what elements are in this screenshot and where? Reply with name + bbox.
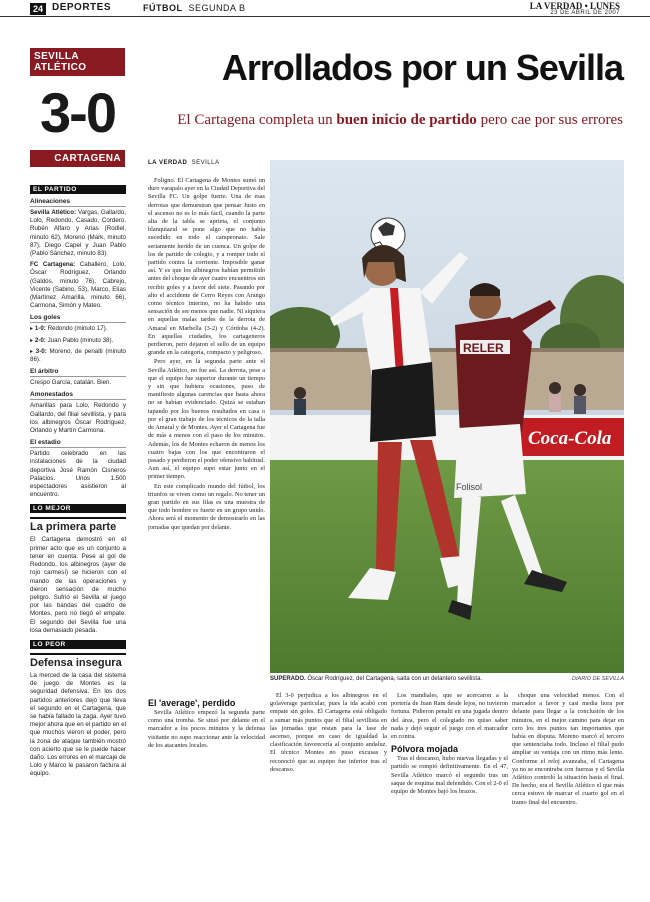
page-number: 24 [30, 3, 46, 15]
caption-text: Óscar Rodríguez, del Cartagena, salta con un delantero sevillista. [305, 676, 483, 682]
estadio-title: El estadio [30, 439, 126, 448]
match-photo [270, 160, 624, 673]
article-column-3 [391, 692, 508, 897]
paragraph: Pero ayer, en la segunda parte ante el Sevilla Atlético, no fue así. La derrota, pese a que el equipo fue superior durante un tiempo y sin que hubiera ocasiones, puso de manifiesto algunas carencias que hasta ahora no se habían evidenciado. Quizá se estaban tapando por los buenos resultados en casa o por el gran trabajo de los técnicos de la talla de Amaral y de Montes. Ayer el Cartagena fue de más a menos con el paso de los minutos. Además, los de Montes echaron de menos los cuatro bajas con los que encontraron el pasado y perdieron el poder ofensivo habitual. Aun así, el equipo supo estar junto en el primer tiempo. [148, 358, 265, 481]
goal-1-text: Redondo (minuto 17). [45, 325, 108, 333]
subtitle-polvora: Pólvora mojada [391, 744, 459, 755]
mejor-text: El Cartagena demostró en el primer acto que es un conjunto a tener en cuenta. Pese al gol de Redondo, los albinegros (ayer de rojo carmesí) se hicieron con el mando de las operaciones y dieron sensación de mucho peligro. Sufrió el Sevilla el juego por las bandas del cuadro de Montes, pero no llegó el empate. El segundo del Sevilla fue una losa demasiado pesada. [30, 536, 126, 634]
goal-2-score: 2-0: [34, 336, 46, 344]
paragraph: choque una velocidad menos. Con el marcador a favor y casi media hora por delante para llegar a la conclusión de los minutos, en el mejor camino para dejar en cero los tres puntos tan importantes que había en disputa. Moreno marcó el tercero que sentenciaba todo. Incluso el filial pudo ampliar su ventaja con un ritmo más lento. Conforme el reloj avanzaba, el Cartagena ya no se encontraba con fuerzas y el Sevilla Atlético controló la situación hasta el final. De hecho, era el Sevilla Atlético el que más cerca estuvo de marcar el cuarto gol en el tramo final del encuentro. [512, 692, 624, 806]
cartagena-lineup [30, 261, 126, 310]
tag-el-partido: EL PARTIDO [30, 185, 126, 194]
home-team: SEVILLA ATLÉTICO [30, 48, 125, 76]
paragraph: En este complicado mundo del fútbol, los triunfos se viven como un regalo. No tener un gran partido en sus filas es una muestra de que todo hombre es fuerte en un grupo unido. Ahora será el momento de demostrarlo en las jornadas que quedan por delante. [148, 482, 265, 531]
page-header [0, 0, 650, 17]
article-column-4 [512, 692, 624, 897]
subheadline [143, 112, 623, 129]
paragraph: El 3-0 perjudica a los albinegros en el golaverage particular, pues la ida acabó con empate sin goles. El Cartagena está obligado a sumar más puntos que el filial sevillista en las jornadas que restan para la fase de ascenso, porque en caso de igualdad la clasificación favorecería al conjunto andaluz. El técnico Montes no puso excusas y reconoció que su equipo fue inferior tras el descanso. [270, 692, 387, 773]
publication-date: 23 DE ABRIL DE 2007 [550, 10, 620, 16]
tag-lo-peor: LO PEOR [30, 640, 126, 649]
away-team: CARTAGENA [30, 150, 125, 167]
spectator [549, 382, 561, 394]
final-score: 3-0 [40, 81, 115, 144]
subhead-bold: buen inicio de partido [336, 112, 477, 128]
caption-lead: SUPERADO. [270, 676, 306, 682]
spectator [574, 384, 586, 396]
goal-1: ▸ 1-0: Redondo (minuto 17). [30, 325, 108, 333]
subtitle-average: El 'average', perdido [148, 698, 236, 708]
subhead-pre: El Cartagena completa un [177, 112, 337, 128]
cartagena-lineup-text: Caballero, Lolo, Óscar Rodríguez, Orlando (Galdós, minuto 76), Cabrejo, Vicente (Sabino, 53), Marco, Elías (Martínez Amarilla, minuto 66), Carmona, Simón y Mateo. [30, 261, 126, 310]
goal-3: ▸ 3-0: Moreno, de penalti (minuto 86). [30, 347, 126, 364]
stands [270, 350, 624, 410]
shirt-text: RELER [463, 341, 504, 355]
photo-illustration [270, 160, 624, 673]
goal-2-text: Juan Pablo (minuto 38). [45, 336, 114, 344]
paragraph: Los mandiales, que se acercaron a la portería de Juan Ram desde lejos, no tuvieron fortuna. Pidieron penalti en una jugada dentro del área, pero el colegiado no quiso saber nada y dejó seguir el juego con el marcador en contra. [391, 692, 508, 741]
cartagena-lineup-label: FC Cartagena: [30, 261, 76, 269]
score-box [30, 48, 125, 167]
byline-place: SEVILLA [191, 160, 220, 166]
goles-title: Los goles [30, 314, 126, 323]
paragraph: Foligno. El Cartagena de Montes sumó un duro varapalo ayer en la Ciudad Deportiva del Sevilla FC. Un golpe fuerte. Una de esas derrotas que demuestran que pensar Justo en el ascenso no es lo más fácil, cuando la parte alta de la tabla se aprieta, el conjunto blanquiazul se pone algo que no había sucedido en todo el campeonato. Sale seriamente herido de un cuenca. Un golpe de los de partido de colegio, y a romper todo el partido contra la corriente. Imposible ganar así. Y es que los albinegros habían permitido antes del choque de ayer cuatro encuentros sin recibir goles y a favor del siete. Pasando por alto el accidente de Cerro Reyes con Arango como técnico interino, no ha habido una sensación de ser menos que nadie. Ni siquiera en aquellas malas tardes de la derrota de Amaral en Marbella (3-2) y Córdoba (4-2). En aquellas ciudades, los cartageneros perdieron, pero dejaron el sello de un equipo grande en la categoría, compacto y peligroso. [148, 177, 265, 357]
arbitro-text: Crespo García, catalán. Bien. [30, 379, 112, 387]
sevilla-lineup-label: Sevilla Atlético: [30, 209, 77, 216]
publication-name: LA VERDAD • LUNES [529, 1, 620, 11]
estadio-text: Partido celebrado en las instalaciones de la ciudad deportiva José Ramón Cisneros Palacios. Unos 1.500 espectadores asistieron al encuentro. [30, 450, 126, 499]
mejor-heading: La primera parte [30, 517, 126, 533]
amonestados-title: Amonestados [30, 391, 126, 400]
amonestados-text: Amarillas para Lolo, Redondo y Gallardo, del filial sevillista, y para los albinegros Óscar Rodríguez, Orlando y Martín Carmona. [30, 402, 126, 435]
sevilla-lineup [30, 209, 126, 258]
goal-3-score: 3-0: [35, 347, 47, 355]
photo-caption [270, 676, 624, 682]
paragraph: Sevilla Atlético empezó la segunda parte como una tromba. Se situó por delante en el marcador a los pocos minutos y la defensa visitante no supo reaccionar ante la velocidad de los atacantes locales. [148, 709, 265, 749]
subsection-bold: FÚTBOL [143, 3, 183, 13]
article-column-2 [270, 692, 387, 897]
subsection-label [143, 3, 246, 13]
tag-lo-mejor: LO MEJOR [30, 504, 126, 513]
section-label: DEPORTES [52, 2, 112, 13]
article-column-1 [148, 177, 265, 682]
byline-publication: LA VERDAD [148, 160, 188, 166]
photo-credit: DIARIO DE SEVILLA [572, 676, 624, 682]
sevilla-lineup-text: Vargas, Gallardo, Lolo, Redondo, Casado, Cordero, Rubén Alfaro y Arias (Rodiel, minuto 62), Moreno (Mark, minuto 87), Diego Capel y Juan Pablo (Pablo Sánchez, minuto 83). [30, 209, 126, 258]
subhead-post: pero cae por sus errores [476, 112, 623, 128]
goal-3-text: Moreno, de penalti (minuto 86). [30, 347, 126, 364]
goal-2: ▸ 2-0: Juan Pablo (minuto 38). [30, 336, 114, 344]
arbitro-title: El árbitro [30, 368, 126, 377]
spectator [294, 387, 306, 399]
byline [148, 160, 219, 166]
match-sidebar [30, 185, 126, 782]
paragraph: Tras el descanso, hubo nuevas llegadas y el partido se rompió definitivamente. En el 47, Sevilla Atlético marcó el segundo tras un saque de esquina mal defendido. Con el 2-0 el equipo de Montes bajó los brazos. [391, 755, 508, 796]
peor-heading: Defensa insegura [30, 653, 126, 669]
alineaciones-title: Alineaciones [30, 198, 126, 207]
peor-text: La merced de la casa del sistema de juego de Montes es la seguridad defensiva. En los dos partidos anteriores dejó que lleva el segundo en el Cartagena, que se había fallado la zaga. Ayer tuvo mejor ahora que en el partido en el que muchos vieron el poder, pero la zona de ataque también mostró con acierto que se le puede hacer daño. Los errores en el marcaje de Lolo y Marco le pasaron factura al equipo. [30, 671, 126, 778]
subsection-text: SEGUNDA B [188, 3, 246, 13]
goal-1-score: 1-0: [34, 325, 46, 333]
ad-board-text: Coca-Cola [528, 428, 612, 449]
headline: Arrollados por un Sevilla [221, 47, 623, 88]
article-column-1-lower [148, 695, 265, 895]
shorts-text: Folisol [456, 482, 483, 492]
